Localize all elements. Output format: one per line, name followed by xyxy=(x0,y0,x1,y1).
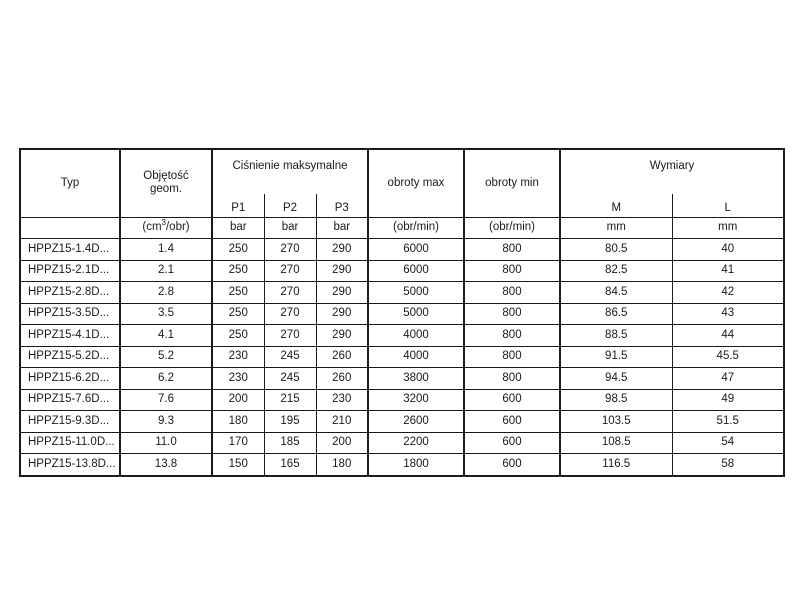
cell-p2: 270 xyxy=(264,282,316,304)
cell-p3: 290 xyxy=(316,239,368,261)
cell-obroty-max: 2200 xyxy=(368,432,464,454)
cell-p2: 245 xyxy=(264,368,316,390)
header-l: L xyxy=(672,194,784,217)
cell-volume: 3.5 xyxy=(120,303,212,325)
unit-m: mm xyxy=(560,217,672,239)
cell-obroty-max: 2600 xyxy=(368,411,464,433)
header-objetosc xyxy=(120,149,212,217)
cell-obroty-min: 800 xyxy=(464,346,560,368)
table-row xyxy=(20,239,784,261)
cell-p3: 290 xyxy=(316,325,368,347)
cell-p2: 165 xyxy=(264,454,316,476)
cell-p3: 260 xyxy=(316,368,368,390)
header-p2: P2 xyxy=(264,194,316,217)
cell-p1: 180 xyxy=(212,411,264,433)
cell-obroty-min: 800 xyxy=(464,325,560,347)
cell-l: 42 xyxy=(672,282,784,304)
cell-typ: HPPZ15-9.3D... xyxy=(20,411,120,433)
cell-m: 103.5 xyxy=(560,411,672,433)
cell-m: 88.5 xyxy=(560,325,672,347)
cell-m: 94.5 xyxy=(560,368,672,390)
cell-typ: HPPZ15-4.1D... xyxy=(20,325,120,347)
cell-p3: 200 xyxy=(316,432,368,454)
cell-obroty-max: 4000 xyxy=(368,346,464,368)
header-row xyxy=(20,149,784,194)
unit-l: mm xyxy=(672,217,784,239)
cell-obroty-min: 600 xyxy=(464,389,560,411)
cell-p2: 270 xyxy=(264,303,316,325)
cell-p1: 250 xyxy=(212,282,264,304)
cell-typ: HPPZ15-3.5D... xyxy=(20,303,120,325)
cell-obroty-max: 4000 xyxy=(368,325,464,347)
cell-obroty-max: 6000 xyxy=(368,260,464,282)
cell-m: 86.5 xyxy=(560,303,672,325)
cell-volume: 1.4 xyxy=(120,239,212,261)
cell-typ: HPPZ15-6.2D... xyxy=(20,368,120,390)
pump-spec-table xyxy=(19,148,785,477)
header-cisnienie: Ciśnienie maksymalne xyxy=(212,149,368,194)
cell-typ: HPPZ15-2.1D... xyxy=(20,260,120,282)
cell-m: 91.5 xyxy=(560,346,672,368)
cell-p3: 290 xyxy=(316,260,368,282)
header-obroty-max: obroty max xyxy=(368,149,464,217)
cell-p2: 245 xyxy=(264,346,316,368)
cell-l: 54 xyxy=(672,432,784,454)
cell-p1: 250 xyxy=(212,260,264,282)
cell-p1: 170 xyxy=(212,432,264,454)
cell-l: 44 xyxy=(672,325,784,347)
table-row xyxy=(20,368,784,390)
cell-l: 41 xyxy=(672,260,784,282)
cell-p3: 290 xyxy=(316,303,368,325)
cell-l: 49 xyxy=(672,389,784,411)
cell-p2: 270 xyxy=(264,260,316,282)
header-p3: P3 xyxy=(316,194,368,217)
cell-volume: 13.8 xyxy=(120,454,212,476)
header-wymiary: Wymiary xyxy=(560,149,784,194)
cell-obroty-min: 800 xyxy=(464,303,560,325)
unit-obroty-min: (obr/min) xyxy=(464,217,560,239)
cell-obroty-min: 600 xyxy=(464,411,560,433)
unit-obroty-max: (obr/min) xyxy=(368,217,464,239)
cell-l: 47 xyxy=(672,368,784,390)
table-row xyxy=(20,303,784,325)
cell-volume: 7.6 xyxy=(120,389,212,411)
cell-obroty-min: 800 xyxy=(464,260,560,282)
table-row xyxy=(20,454,784,476)
cell-m: 98.5 xyxy=(560,389,672,411)
unit-typ xyxy=(20,217,120,239)
unit-p1: bar xyxy=(212,217,264,239)
table-row xyxy=(20,432,784,454)
table-row xyxy=(20,411,784,433)
cell-obroty-min: 600 xyxy=(464,454,560,476)
cell-p3: 260 xyxy=(316,346,368,368)
cell-m: 84.5 xyxy=(560,282,672,304)
unit-p3: bar xyxy=(316,217,368,239)
cell-volume: 9.3 xyxy=(120,411,212,433)
cell-p1: 250 xyxy=(212,325,264,347)
cell-p2: 270 xyxy=(264,325,316,347)
header-objetosc-line1: Objętość xyxy=(143,170,189,183)
cell-typ: HPPZ15-1.4D... xyxy=(20,239,120,261)
cell-p1: 230 xyxy=(212,346,264,368)
cell-l: 58 xyxy=(672,454,784,476)
cell-typ: HPPZ15-2.8D... xyxy=(20,282,120,304)
cell-p3: 230 xyxy=(316,389,368,411)
header-p1: P1 xyxy=(212,194,264,217)
table-row xyxy=(20,325,784,347)
cell-typ: HPPZ15-13.8D... xyxy=(20,454,120,476)
cell-obroty-max: 3800 xyxy=(368,368,464,390)
cell-p2: 270 xyxy=(264,239,316,261)
cell-obroty-max: 5000 xyxy=(368,303,464,325)
cell-p1: 230 xyxy=(212,368,264,390)
cell-obroty-min: 800 xyxy=(464,282,560,304)
cell-p2: 195 xyxy=(264,411,316,433)
cell-obroty-min: 800 xyxy=(464,239,560,261)
cell-obroty-max: 3200 xyxy=(368,389,464,411)
cell-typ: HPPZ15-5.2D... xyxy=(20,346,120,368)
cell-obroty-max: 1800 xyxy=(368,454,464,476)
cell-m: 82.5 xyxy=(560,260,672,282)
table-row xyxy=(20,389,784,411)
cell-volume: 2.1 xyxy=(120,260,212,282)
header-obroty-min: obroty min xyxy=(464,149,560,217)
cell-volume: 11.0 xyxy=(120,432,212,454)
cell-volume: 6.2 xyxy=(120,368,212,390)
cell-p1: 250 xyxy=(212,303,264,325)
unit-volume: $(cm^3/obr)$ xyxy=(120,217,212,239)
unit-p2: bar xyxy=(264,217,316,239)
cell-l: 45.5 xyxy=(672,346,784,368)
cell-p3: 180 xyxy=(316,454,368,476)
header-m: M xyxy=(560,194,672,217)
cell-typ: HPPZ15-7.6D... xyxy=(20,389,120,411)
cell-l: 40 xyxy=(672,239,784,261)
cell-volume: 5.2 xyxy=(120,346,212,368)
cell-obroty-max: 6000 xyxy=(368,239,464,261)
cell-p2: 185 xyxy=(264,432,316,454)
cell-obroty-min: 600 xyxy=(464,432,560,454)
cell-p3: 290 xyxy=(316,282,368,304)
cell-m: 116.5 xyxy=(560,454,672,476)
cell-obroty-min: 800 xyxy=(464,368,560,390)
cell-p1: 200 xyxy=(212,389,264,411)
cell-p1: 150 xyxy=(212,454,264,476)
cell-p3: 210 xyxy=(316,411,368,433)
cell-p2: 215 xyxy=(264,389,316,411)
cell-m: 80.5 xyxy=(560,239,672,261)
cell-l: 51.5 xyxy=(672,411,784,433)
table-row xyxy=(20,260,784,282)
cell-typ: HPPZ15-11.0D... xyxy=(20,432,120,454)
cell-obroty-max: 5000 xyxy=(368,282,464,304)
units-row xyxy=(20,217,784,239)
header-typ: Typ xyxy=(20,149,120,217)
cell-l: 43 xyxy=(672,303,784,325)
cell-volume: 4.1 xyxy=(120,325,212,347)
cell-p1: 250 xyxy=(212,239,264,261)
header-objetosc-line2: geom. xyxy=(150,183,182,196)
table-row xyxy=(20,282,784,304)
cell-m: 108.5 xyxy=(560,432,672,454)
cell-volume: 2.8 xyxy=(120,282,212,304)
table-row xyxy=(20,346,784,368)
